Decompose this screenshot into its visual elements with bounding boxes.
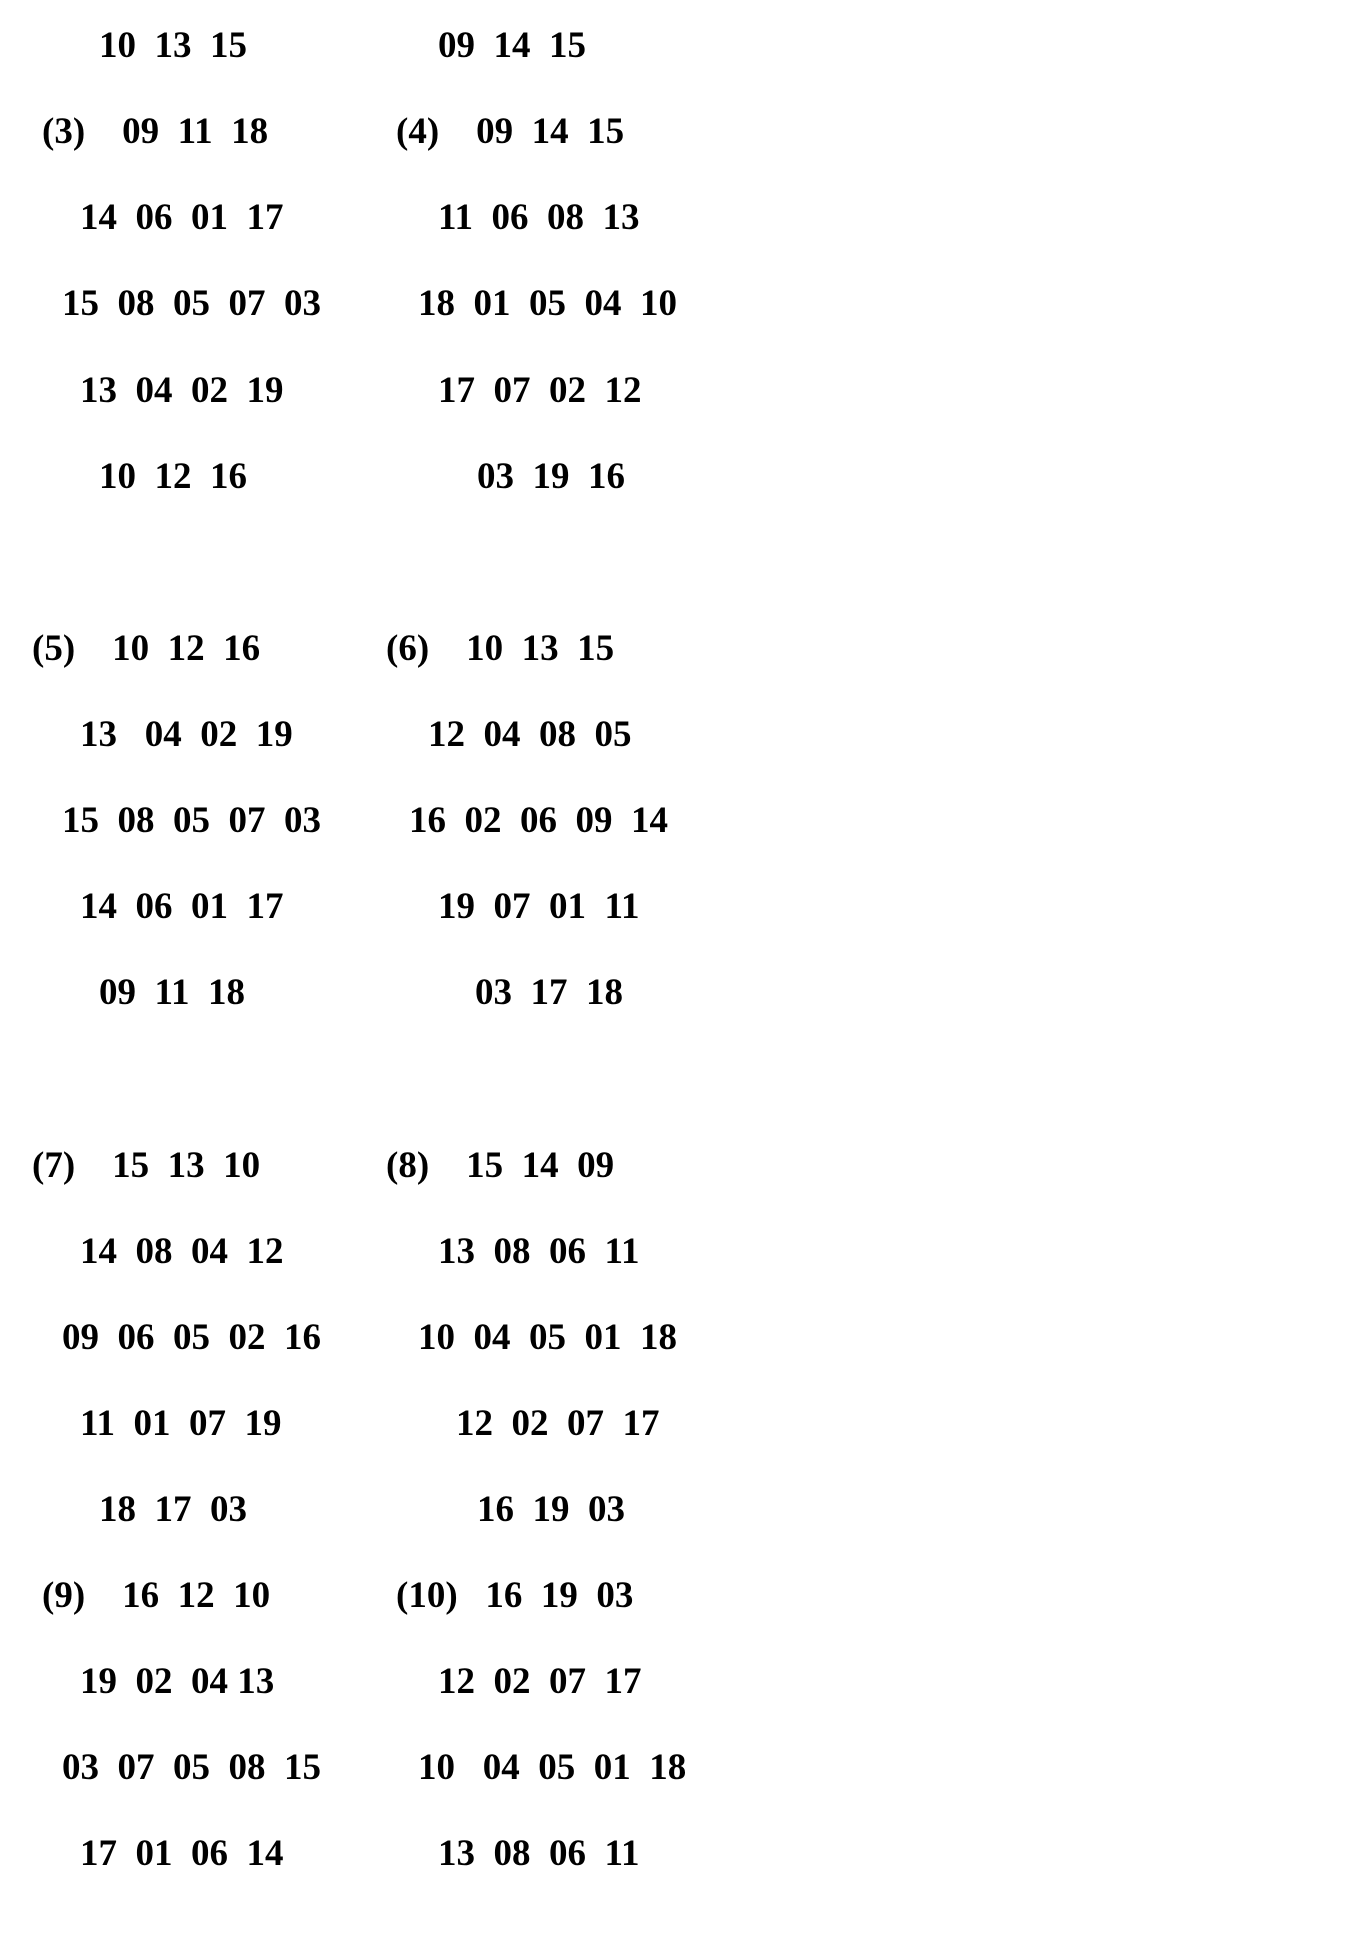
number-row: 11 06 08 13 bbox=[438, 197, 640, 238]
number-row: 12 04 08 05 bbox=[428, 714, 632, 755]
number-row: 10 12 16 bbox=[99, 456, 247, 497]
number-row: 16 19 03 bbox=[477, 1489, 625, 1530]
number-row: 10 13 15 bbox=[99, 25, 247, 66]
number-row: (8) 15 14 09 bbox=[386, 1145, 615, 1186]
number-row: 14 08 04 12 bbox=[80, 1231, 284, 1272]
number-row: (4) 09 14 15 bbox=[396, 111, 625, 152]
number-row: 10 04 05 01 18 bbox=[418, 1747, 687, 1788]
number-row: 03 19 16 bbox=[477, 456, 625, 497]
number-row: 13 08 06 11 bbox=[438, 1833, 640, 1874]
number-row: 18 17 03 bbox=[99, 1489, 247, 1530]
number-row: (7) 15 13 10 bbox=[32, 1145, 261, 1186]
number-row: 12 02 07 17 bbox=[456, 1403, 660, 1444]
number-row: 19 02 04 13 bbox=[80, 1661, 275, 1702]
number-row: 13 08 06 11 bbox=[438, 1231, 640, 1272]
number-row: 15 08 05 07 03 bbox=[62, 800, 321, 841]
number-row: 18 01 05 04 10 bbox=[418, 283, 677, 324]
number-row: (10) 16 19 03 bbox=[396, 1575, 634, 1616]
number-row: (3) 09 11 18 bbox=[42, 111, 269, 152]
number-row: 12 02 07 17 bbox=[438, 1661, 642, 1702]
number-row: (5) 10 12 16 bbox=[32, 628, 261, 669]
number-row: 13 04 02 19 bbox=[80, 714, 293, 755]
number-row: 13 04 02 19 bbox=[80, 370, 284, 411]
number-row: 14 06 01 17 bbox=[80, 197, 284, 238]
number-row: (9) 16 12 10 bbox=[42, 1575, 271, 1616]
number-row: 17 01 06 14 bbox=[80, 1833, 284, 1874]
number-row: 03 07 05 08 15 bbox=[62, 1747, 321, 1788]
number-row: (6) 10 13 15 bbox=[386, 628, 615, 669]
number-row: 14 06 01 17 bbox=[80, 886, 284, 927]
number-row: 19 07 01 11 bbox=[438, 886, 640, 927]
number-row: 09 06 05 02 16 bbox=[62, 1317, 321, 1358]
number-row: 03 17 18 bbox=[475, 972, 623, 1013]
number-row: 09 11 18 bbox=[99, 972, 245, 1013]
number-row: 09 14 15 bbox=[438, 25, 586, 66]
number-row: 17 07 02 12 bbox=[438, 370, 642, 411]
number-row: 11 01 07 19 bbox=[80, 1403, 282, 1444]
number-row: 10 04 05 01 18 bbox=[418, 1317, 677, 1358]
number-row: 15 08 05 07 03 bbox=[62, 283, 321, 324]
number-row: 16 02 06 09 14 bbox=[409, 800, 668, 841]
